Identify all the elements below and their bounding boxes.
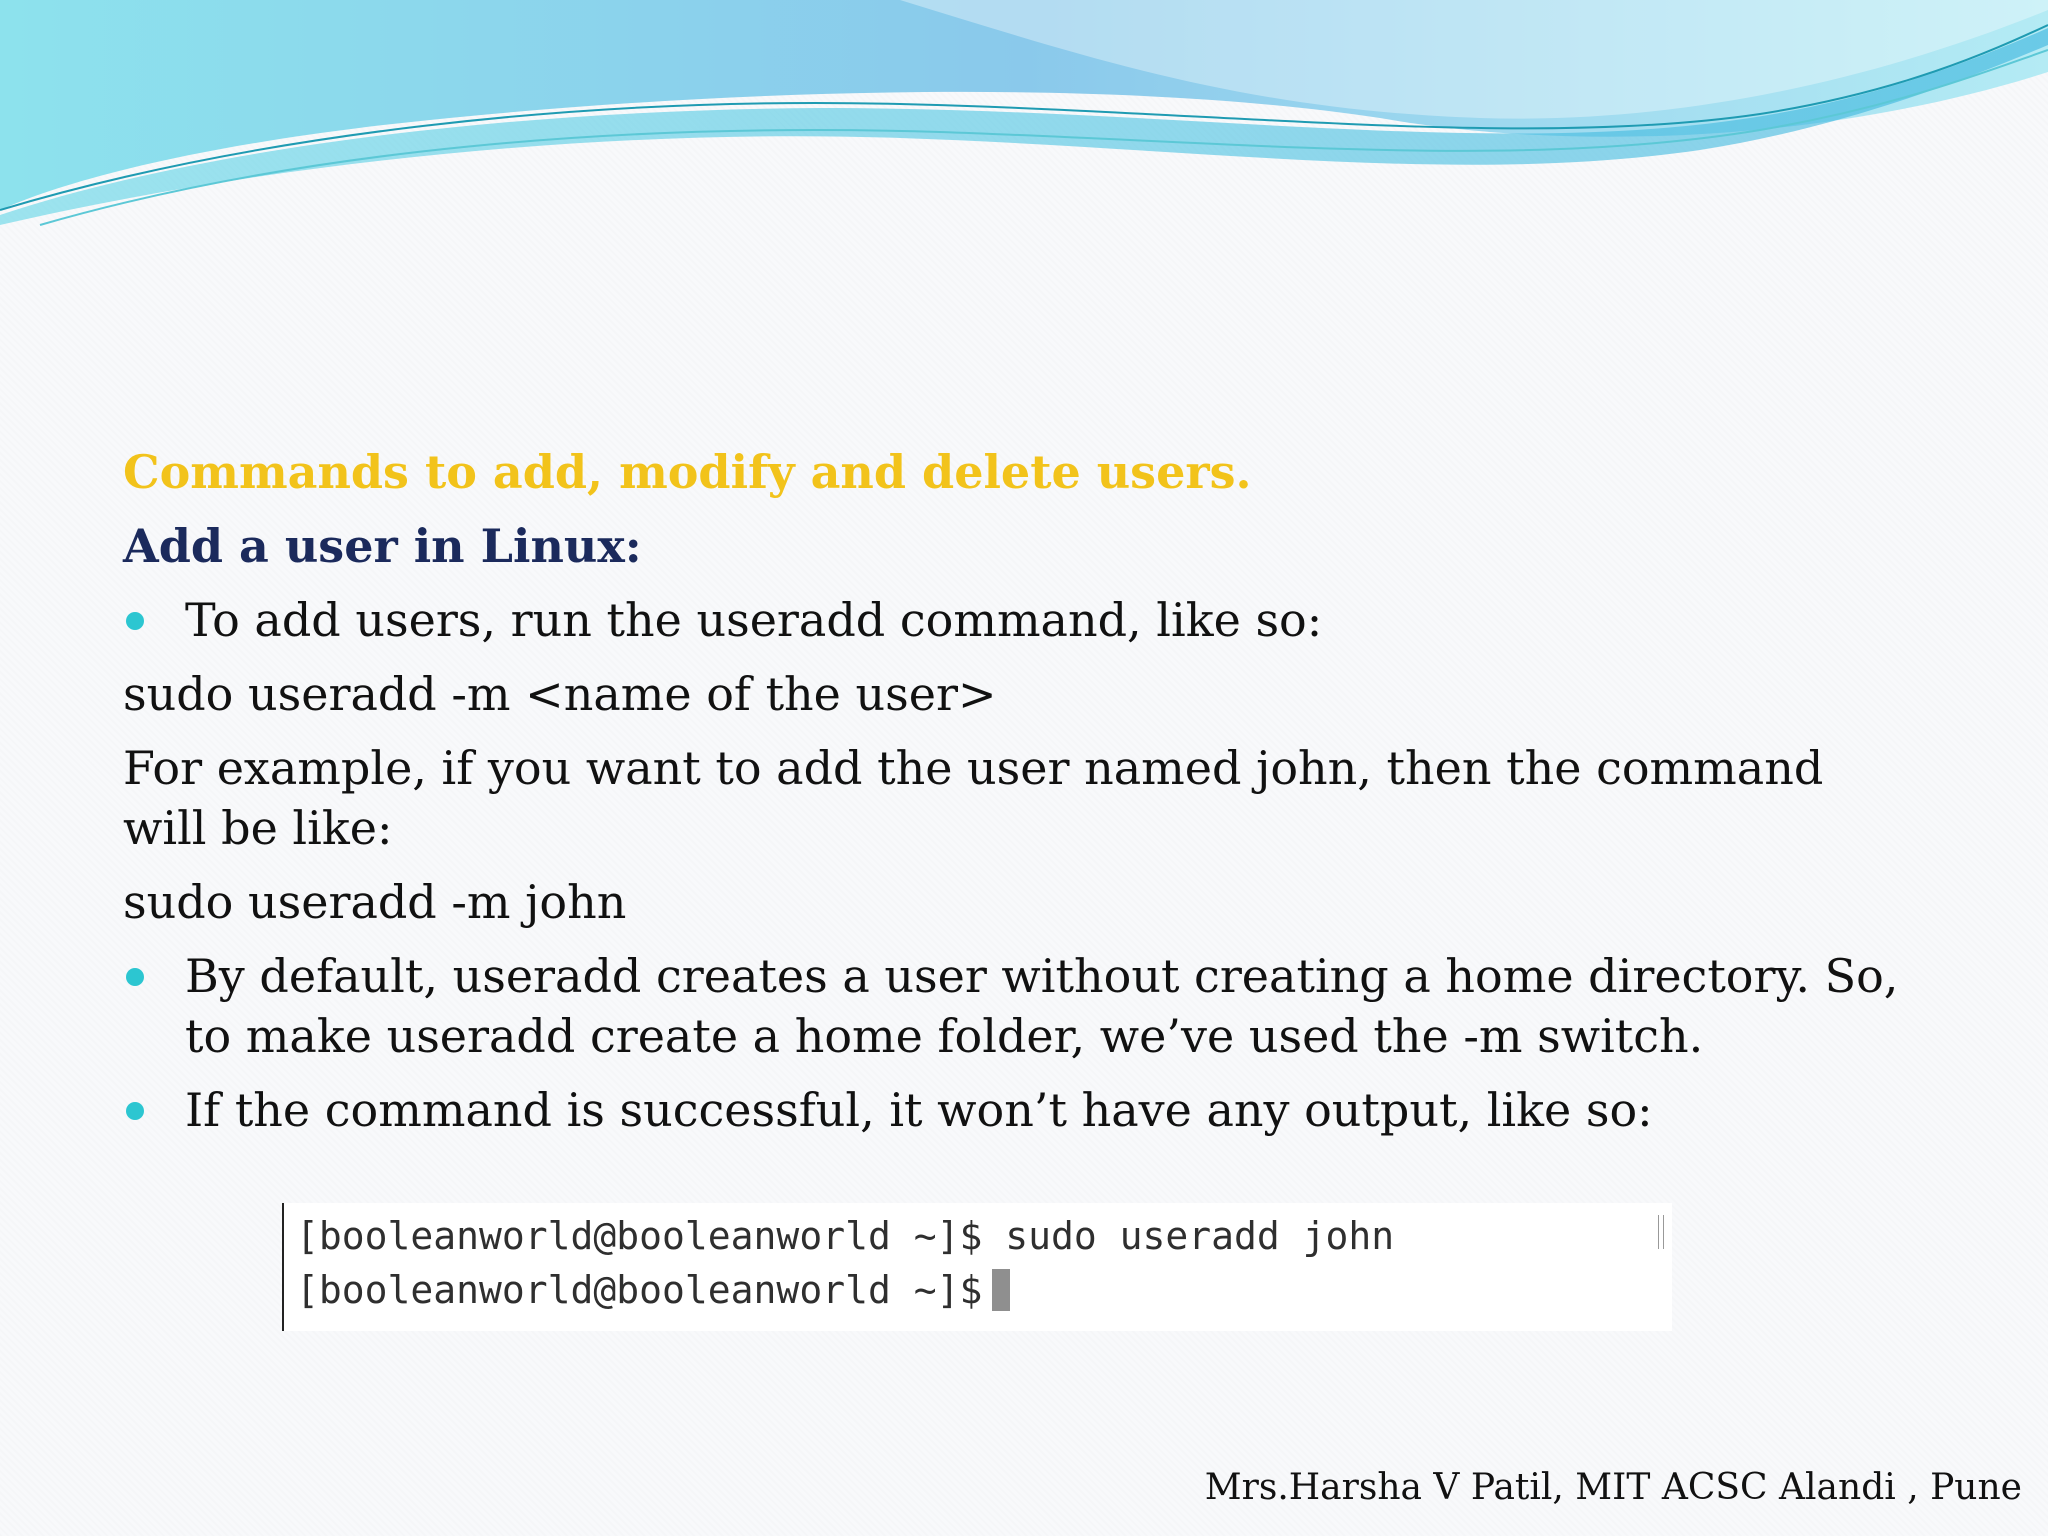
top-wave-decoration	[0, 0, 2048, 240]
bullet-text: To add users, run the useradd command, like so:	[185, 593, 1323, 647]
bullet-item	[123, 946, 1945, 1066]
terminal-prompt: [booleanworld@booleanworld ~]$	[296, 1268, 983, 1312]
scroll-marker-icon	[1658, 1215, 1664, 1249]
command-text: sudo useradd -m <name of the user>	[123, 667, 997, 721]
cursor-icon	[992, 1269, 1010, 1311]
terminal-line	[296, 1265, 1010, 1315]
bullet-text: If the command is successful, it won’t have any output, like so:	[185, 1083, 1653, 1137]
example-text: For example, if you want to add the user named john, then the command will be like:	[123, 741, 1824, 855]
slide-footer: Mrs.Harsha V Patil, MIT ACSC Alandi , Pune	[1204, 1467, 2022, 1508]
bullet-dot-icon	[126, 968, 144, 986]
slide-subheading: Add a user in Linux:	[123, 519, 642, 573]
bullet-item	[123, 590, 1923, 650]
command-text: sudo useradd -m john	[123, 875, 627, 929]
terminal-screenshot	[282, 1203, 1672, 1331]
bullet-item	[123, 1080, 1923, 1140]
slide-content	[123, 442, 1923, 1154]
slide-heading: Commands to add, modify and delete users.	[123, 445, 1252, 499]
bullet-dot-icon	[126, 1102, 144, 1120]
terminal-line: [booleanworld@booleanworld ~]$ sudo useradd john	[296, 1214, 1395, 1258]
bullet-text: By default, useradd creates a user without creating a home directory. So, to make useradd create a home folder, we’ve used the -m switch.	[185, 949, 1899, 1063]
bullet-dot-icon	[126, 612, 144, 630]
